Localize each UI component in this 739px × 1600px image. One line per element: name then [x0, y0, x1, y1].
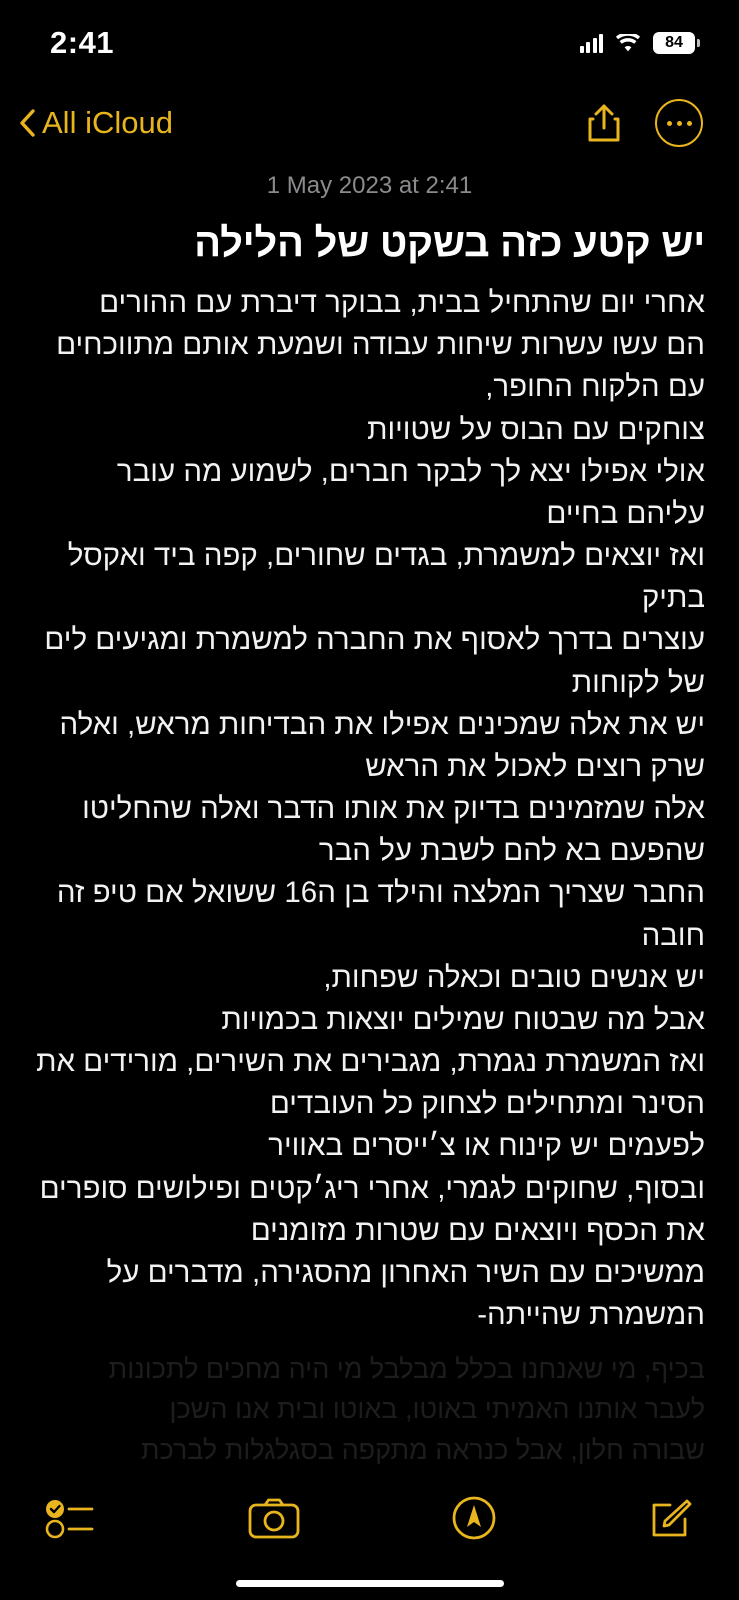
share-glyph [587, 102, 621, 144]
share-icon[interactable] [587, 102, 621, 144]
home-indicator[interactable] [0, 1566, 739, 1600]
compose-new-note-icon[interactable] [649, 1495, 695, 1541]
note-line: לפעמים יש קינוח או צ׳ייסרים באוויר [268, 1129, 705, 1163]
back-button[interactable] [18, 105, 173, 141]
markup-pen-icon[interactable] [451, 1495, 497, 1541]
wifi-icon [615, 34, 641, 53]
bottom-toolbar [0, 1470, 739, 1566]
status-bar [0, 0, 739, 86]
status-bar-indicators [580, 32, 696, 54]
checklist-glyph [44, 1496, 96, 1540]
ghost-line: בכיף, מי שאנחנו בכלל מבלבל מי היה מחכים לתכונות [108, 1353, 705, 1384]
nav-actions [587, 99, 703, 147]
markup-glyph [451, 1495, 497, 1541]
note-title: יש קטע כזה בשקט של הלילה [194, 221, 705, 265]
note-line: אחרי יום שהתחיל בבית, בבוקר דיברת עם ההורים [99, 286, 705, 319]
note-faded-overflow-text [34, 1349, 705, 1471]
chevron-left-icon [18, 108, 36, 138]
back-button-label: All iCloud [42, 105, 173, 140]
navigation-bar [0, 86, 739, 160]
note-line: עוצרים בדרך לאסוף את החברה למשמרת ומגיעים לים של לקוחות [44, 623, 705, 699]
note-line: אולי אפילו יצא לך לבקר חברים, לשמוע מה עובר עליהם בחיים [116, 454, 705, 530]
status-bar-time: 2:41 [50, 25, 115, 60]
note-line: צוחקים עם הבוס על שטויות [367, 412, 705, 446]
note-line: יש את אלה שמכינים אפילו את הבדיחות מראש, ואלה שרק רוצים לאכול את הראש [59, 707, 705, 783]
camera-icon[interactable] [248, 1497, 300, 1539]
note-line: ובסוף, שחוקים לגמרי, אחרי ריג׳קטים ופילושים סופרים את הכסף ויוצאים עם שטרות מזומנים [39, 1171, 705, 1247]
ghost-line: שבורה חלון, אבל כנראה מתקפה בסגלגלות לברכת [140, 1434, 705, 1465]
cellular-signal-icon [580, 34, 604, 53]
note-content[interactable] [0, 160, 739, 1470]
note-line: ואז יוצאים למשמרת, בגדים שחורים, קפה ביד ואקסל בתיק [67, 539, 705, 615]
checklist-icon[interactable] [44, 1496, 96, 1540]
note-line: הם עשו עשרות שיחות עבודה ושמעת אותם מתווכחים עם הלקוח החופר, [56, 328, 705, 404]
note-date: 1 May 2023 at 2:41 [266, 172, 473, 199]
note-line: אלה שמזמינים בדיוק את אותו הדבר ואלה שהחליטו שהפעם בא להם לשבת על הבר [82, 792, 705, 868]
note-line: החבר שצריך המלצה והילד בן ה16 ששואל אם טיפ זה חובה [56, 876, 705, 952]
home-indicator-bar [236, 1580, 504, 1587]
note-line: ואז המשמרת נגמרת, מגבירים את השירים, מורידים את הסינר ומתחילים לצחוק כל העובדים [36, 1045, 705, 1121]
more-options-circle [655, 99, 703, 147]
note-line: אבל מה שבטוח שמילים יוצאות בכמויות [221, 1002, 705, 1036]
battery-indicator: 84 [653, 32, 695, 54]
note-line: ממשיכים עם השיר האחרון מהסגירה, מדברים על המשמרת שהייתה- [106, 1255, 705, 1332]
note-body[interactable] [34, 282, 705, 1336]
compose-glyph [649, 1495, 695, 1541]
more-options-icon[interactable] [655, 99, 703, 147]
camera-glyph [248, 1497, 300, 1539]
ghost-line: לעבר אותנו האמיתי באוטו, באוטו ובית אנו השכן [169, 1394, 705, 1424]
note-line: יש אנשים טובים וכאלה שפחות, [323, 960, 705, 994]
